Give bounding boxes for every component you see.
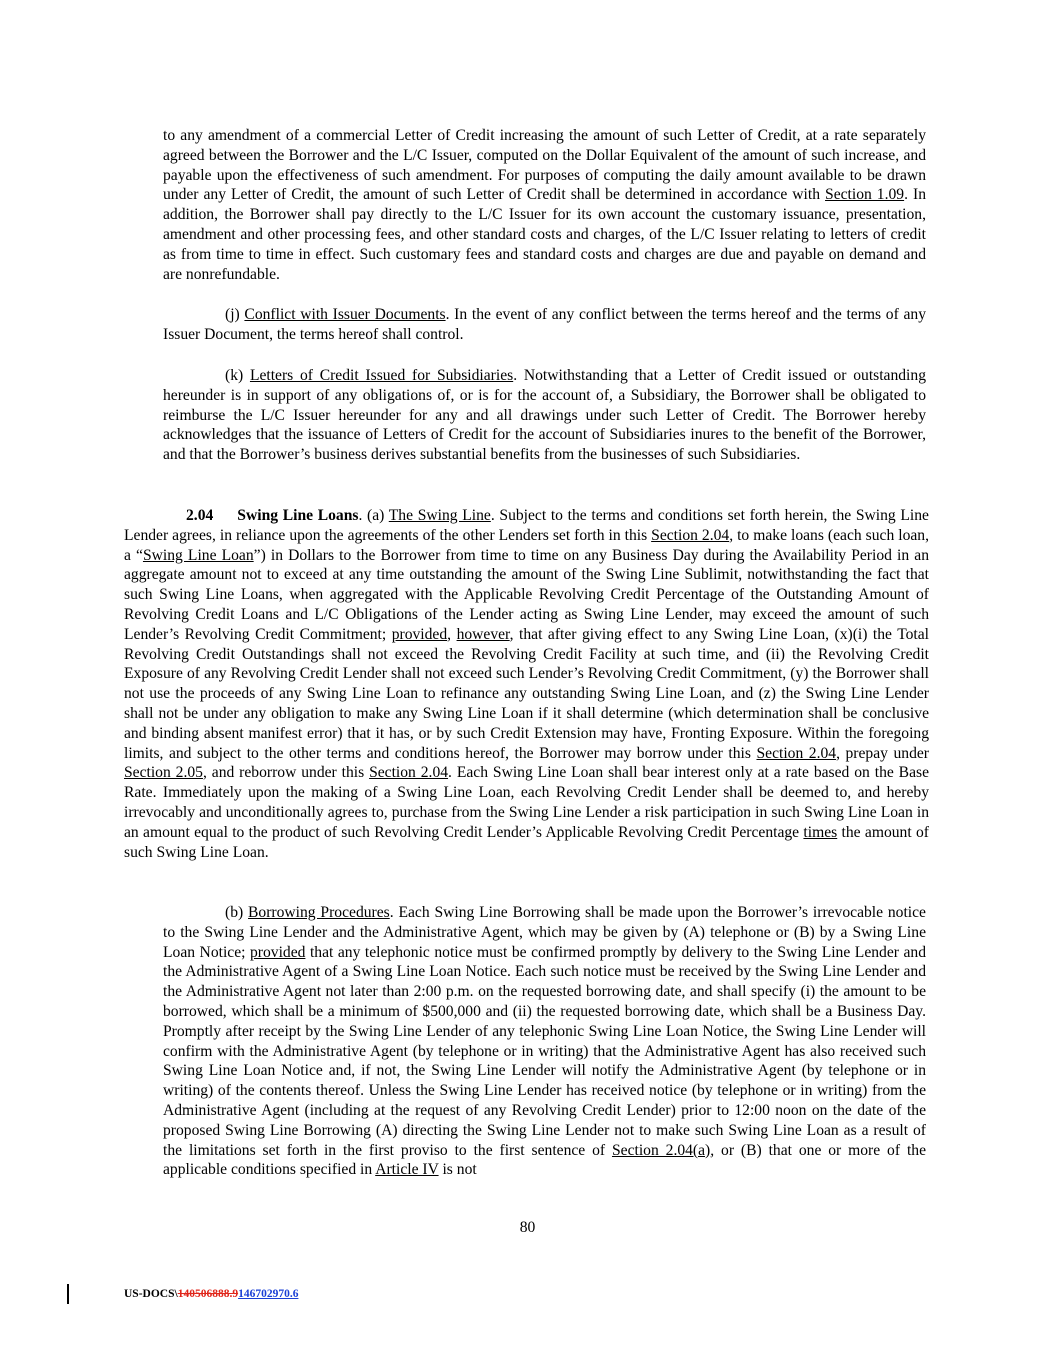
section-reference: Section 2.05: [124, 764, 203, 782]
text: is not: [438, 1161, 477, 1179]
paragraph-fees-continuation: [163, 126, 926, 284]
text: that any telephonic notice must be confirmed promptly by delivery to the Swing Line Lender and the Administrative Agent of a Swing Line Loan Notice. Each such notice must be received by the Swing Line Lender and the Administrative Agent not later than 2:00 p.m. on the requested borrowing date, and shall specify (i) the amount to be borrowed, which shall be a minimum of $500,000 and (ii) the requested borrowing date, which shall be a Business Day. Promptly after receipt by the Swing Line Lender of any telephonic Swing Line Loan Notice, the Swing Line Lender will confirm with the Administrative Agent (by telephone or in writing) that the Administrative Agent has also received such Swing Line Loan Notice and, if not, the Swing Line Lender will notify the Administrative Agent (by telephone or in writing) of the contents thereof. Unless the Swing Line Lender has received notice (by telephone or in writing) from the Administrative Agent (including at the request of any Revolving Credit Lender) prior to 12:00 noon on the date of the proposed Swing Line Borrowing (A) directing the Swing Line Lender not to make such Swing Line Loan as a result of the limitations set forth in the first proviso to the first sentence of: [163, 943, 926, 1159]
section-reference: Section 2.04: [756, 744, 837, 762]
clause-heading: The Swing Line: [388, 507, 491, 524]
clause-heading: Conflict with Issuer Documents: [244, 306, 446, 323]
doc-id-inserted: 146702970.6: [238, 1288, 299, 1300]
paragraph-k-subsidiaries: [163, 366, 926, 465]
text: , and reborrow under this: [202, 764, 370, 782]
text: ”) in Dollars to the Borrower from time to time on any Business Day during the Availability Period in an aggregate amount not to exceed at any time outstanding the amount of the Swing Line Sublimit, notwithstanding the fact that such Swing Line Loans, when aggregated with the Applicable Revolving Credit Percentage of the Outstanding Amount of Revolving Credit Loans and L/C Obligations of the Lender acting as Swing Line Lender, may exceed the amount of such Lender’s Revolving Credit Commitment;: [124, 546, 929, 643]
text: . Each Swing Line Borrowing shall be made upon the Borrower’s irrevocable notice to the Swing Line Lender and the Administrative Agent, which may be given by (A) telephone or (B) by a Swing Line Loan Notice;: [163, 904, 926, 961]
text: . In addition, the Borrower shall pay directly to the L/C Issuer for its own account the customary issuance, presentation, amendment and other processing fees, and other standard costs and charges, of the L/C Issuer relating to letters of credit as from time to time in effect. Such customary fees and standard costs and charges are due and payable on demand and are nonrefundable.: [163, 186, 927, 283]
proviso-term: provided: [249, 943, 306, 961]
page-number: 80: [519, 1219, 536, 1236]
emphasis-term: times: [803, 823, 838, 841]
text: , to make loans (each such loan, a “: [124, 526, 929, 564]
section-title: Swing Line Loans: [237, 507, 359, 524]
text: , that after giving effect to any Swing Line Loan, (x)(i) the Total Revolving Credit Outstandings shall not exceed the Revolving Credit Facility at such time, and (ii) the Revolving Credit Exposure of any Revolving Credit Lender shall not exceed such Lender’s Revolving Credit Commitment, (y) the Borrower shall not use the proceeds of any Swing Line Loan to refinance any outstanding Swing Line Loan, and (z) the Swing Line Lender shall not be under any obligation to make any Swing Line Loan if it shall determine (which determination shall be conclusive and binding absent manifest error) that it has, or by such Credit Extension may have, Fronting Exposure. Within the foregoing limits, and subject to the other terms and conditions hereof, the Borrower may borrow under this: [124, 625, 930, 762]
text: the amount of such Swing Line Loan.: [124, 823, 929, 861]
text: , prepay under: [836, 744, 929, 762]
section-reference: Section 1.09: [825, 186, 905, 204]
change-bar: [67, 1284, 69, 1304]
clause-label: (k): [225, 367, 250, 384]
text: . Notwithstanding that a Letter of Credit issued or outstanding hereunder is in support of any obligations of, or is for the account of, a Subsidiary, the Borrower shall be obligated to reimburse the L/C Issuer hereunder for any and all drawings under such Letter of Credit. The Borrower hereby acknowledges that the issuance of Letters of Credit for the account of Subsidiaries inures to the benefit of the Borrower, and that the Borrower’s business derives substantial benefits from the businesses of such Subsidiaries.: [163, 367, 926, 464]
doc-id-prefix: US-DOCS\: [124, 1288, 178, 1300]
text: . Subject to the terms and conditions set forth herein, the Swing Line Lender agrees, in reliance upon the agreements of the other Lenders set forth in this: [124, 507, 929, 544]
paragraph-section-2-04: [124, 506, 929, 862]
clause-heading: Borrowing Procedures: [248, 904, 390, 921]
proviso-term: however: [456, 625, 510, 643]
paragraph-j-conflict: [163, 305, 926, 345]
section-reference: Section 2.04(a): [611, 1141, 711, 1159]
text: . Each Swing Line Loan shall bear interest only at a rate based on the Base Rate. Immediately upon the making of a Swing Line Loan, each Revolving Credit Lender shall be deemed to, and hereby irrevocably and unconditionally agrees to, purchase from the Swing Line Lender a risk participation in such Swing Line Loan in an amount equal to the product of such Revolving Credit Lender’s Applicable Revolving Credit Percentage: [124, 764, 929, 841]
paragraph-b-borrowing-procedures: [163, 903, 926, 1180]
text: . In the event of any conflict between the terms hereof and the terms of any Issuer Document, the terms hereof shall control.: [163, 306, 926, 343]
clause-label: (j): [225, 306, 245, 323]
clause-heading: Letters of Credit Issued for Subsidiaries: [249, 367, 514, 384]
defined-term: Swing Line Loan: [142, 546, 254, 564]
clause-label: (b): [225, 904, 249, 921]
section-reference: Section 2.04: [651, 526, 730, 544]
doc-id-deleted: 140506888.9: [177, 1288, 239, 1300]
document-id-footer: [124, 1288, 298, 1300]
proviso-term: provided: [391, 625, 448, 643]
section-number: 2.04: [186, 507, 214, 524]
section-reference: Section 2.04: [369, 764, 449, 782]
text: to any amendment of a commercial Letter of Credit increasing the amount of such Letter of Credit, at a rate separately agreed between the Borrower and the L/C Issuer, computed on the Dollar Equivalent of the amount of such increase, and payable upon the effectiveness of such amendment. For purposes of computing the daily amount available to be drawn under any Letter of Credit, the amount of such Letter of Credit shall be determined in accordance with: [163, 127, 926, 204]
clause-label: . (a): [358, 507, 389, 524]
article-reference: Article IV: [375, 1161, 439, 1179]
text: , or (B) that one or more of the applicable conditions specified in: [163, 1141, 926, 1179]
text: ,: [447, 625, 457, 643]
